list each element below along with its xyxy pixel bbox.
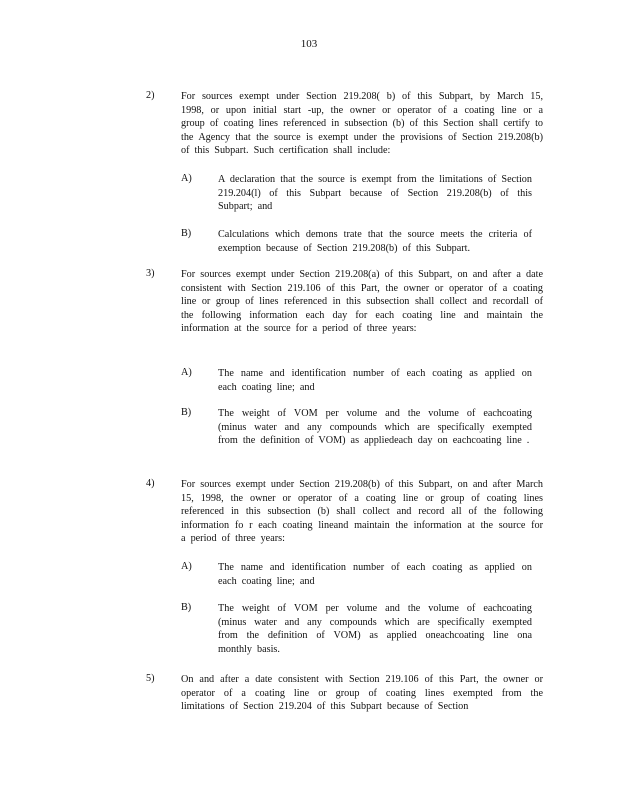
item-number: 3): [146, 268, 155, 279]
sub-item-number: A): [181, 367, 192, 378]
sub-item-number: B): [181, 228, 192, 239]
page-number: 103: [300, 38, 318, 50]
sub-item-text: The name and identification number of each coating as applied on each coating line; and: [218, 562, 532, 587]
sub-item-text: Calculations which demons trate that the source meets the criteria of exemption because of Section 219.208(b) of this Subpart.: [218, 229, 532, 254]
item-number: 2): [146, 90, 155, 101]
sub-item-text: The weight of VOM per volume and the volume of eachcoating (minus water and any compounds which are specifically exempted from the definition of VOM) as appliedeach day on eachcoating line .: [218, 408, 532, 447]
item-text: For sources exempt under Section 219.208(a) of this Subpart, on and after a date consistent with Section 219.106 of this Part, the owner or operator of a coating line or group of lines referenced in this subsection shall collect and recordall of the following information each day for each coating line and maintain the information at the source for a period of three years:: [181, 269, 543, 335]
sub-item-text: The name and identification number of each coating as applied on each coating line; and: [218, 368, 532, 393]
sub-item-text: The weight of VOM per volume and the volume of eachcoating (minus water and any compounds which are specifically exempted from the definition of VOM) as applied oneachcoating line ona monthly basis.: [218, 603, 532, 655]
item-number: 5): [146, 673, 155, 684]
item-text: For sources exempt under Section 219.208( b) of this Subpart, by March 15, 1998, or upon initial start -up, the owner or operator of a coating line or a group of coating lines referenced in subsection (b) of this Section shall certify to the Agency that the source is exempt under the provisions of Section 219.208(b) of this Subpart. Such certification shall include:: [181, 91, 543, 157]
item-text: For sources exempt under Section 219.208(b) of this Subpart, on and after March 15, 1998, the owner or operator of a coating line or group of coating lines referenced in this subsection (b) shall collect and record all of the following information fo r each coating lineand maintain the information at the source for a period of three years:: [181, 479, 543, 545]
item-text: On and after a date consistent with Section 219.106 of this Part, the owner or operator of a coating line or group of coating lines exempted from the limitations of Section 219.204 of this Subpart because of Section: [181, 674, 543, 713]
item-number: 4): [146, 478, 155, 489]
sub-item-text: A declaration that the source is exempt from the limitations of Section 219.204(l) of this Subpart because of Section 219.208(b) of this Subpart; and: [218, 174, 532, 213]
sub-item-number: B): [181, 407, 192, 418]
sub-item-number: A): [181, 561, 192, 572]
sub-item-number: B): [181, 602, 192, 613]
sub-item-number: A): [181, 173, 192, 184]
